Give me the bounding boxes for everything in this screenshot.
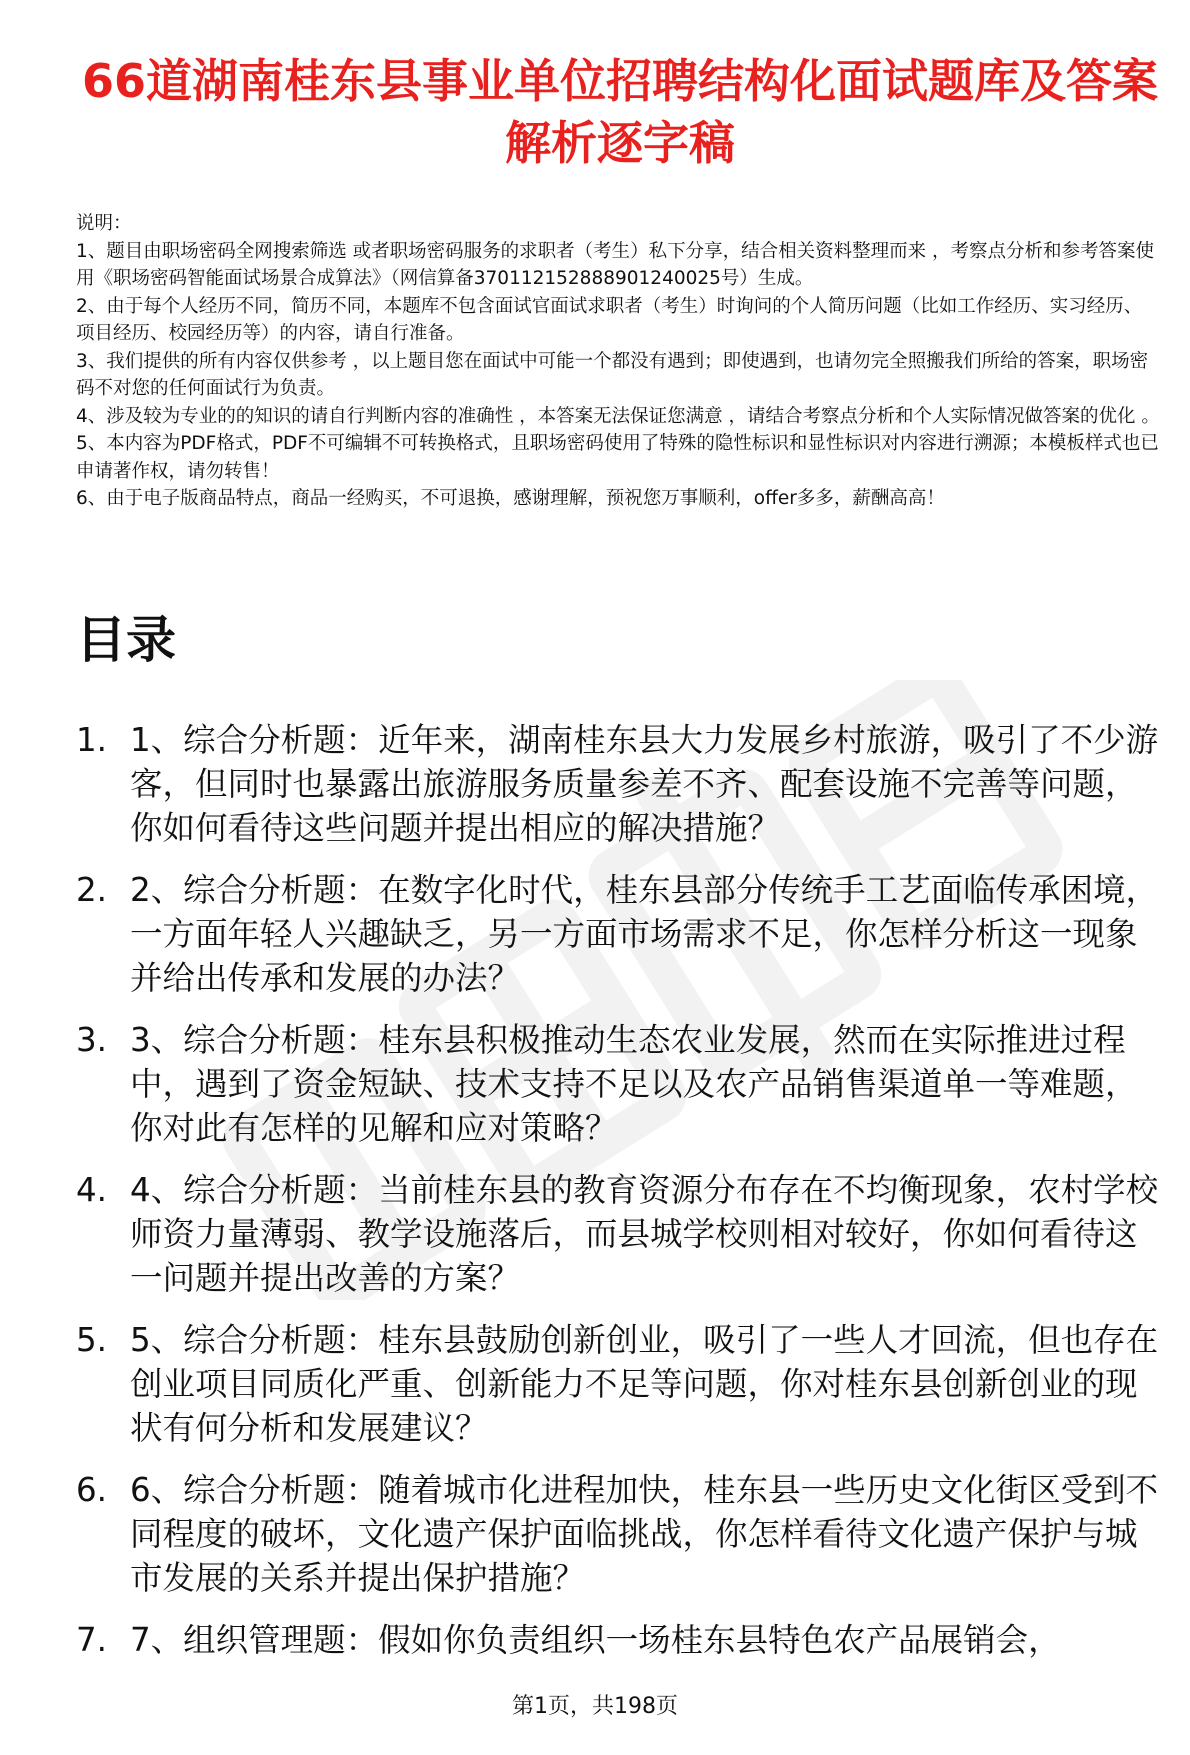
toc-list xyxy=(76,718,1166,1680)
note-item: 4、涉及较为专业的的知识的请自行判断内容的准确性 ，本答案无法保证您满意 ，请结合考察点分析和个人实际情况做答案的优化 。 xyxy=(76,405,1160,427)
note-item: 3、我们提供的所有内容仅供参考 ，以上题目您在面试中可能一个都没有遇到；即使遇到，也请勿完全照搬我们所给的答案，职场密码不对您的任何面试行为负责。 xyxy=(76,350,1149,399)
toc-item[interactable] xyxy=(76,1168,1166,1300)
toc-item-number: 3. xyxy=(76,1021,108,1059)
toc-item-text[interactable]: 1、综合分析题：近年来，湖南桂东县大力发展乡村旅游，吸引了不少游客，但同时也暴露出旅游服务质量参差不齐、配套设施不完善等问题，你如何看待这些问题并提出相应的解决措施？ xyxy=(130,721,1159,847)
toc-item-text[interactable]: 3、综合分析题：桂东县积极推动生态农业发展，然而在实际推进过程中，遇到了资金短缺、技术支持不足以及农产品销售渠道单一等难题，你对此有怎样的见解和应对策略？ xyxy=(130,1021,1138,1147)
note-item: 6、由于电子版商品特点，商品一经购买，不可退换，感谢理解，预祝您万事顺利，offer多多，薪酬高高！ xyxy=(76,488,945,509)
note-item: 1、题目由职场密码全网搜索筛选 或者职场密码服务的求职者（考生）私下分享，结合相关资料整理而来 ，考察点分析和参考答案使用《职场密码智能面试场景合成算法》（网信算备370112152888901240025号）生成。 xyxy=(76,240,1155,289)
toc-item-text[interactable]: 5、综合分析题：桂东县鼓励创新创业，吸引了一些人才回流，但也存在创业项目同质化严重、创新能力不足等问题，你对桂东县创新创业的现状有何分析和发展建议？ xyxy=(130,1321,1159,1447)
toc-item-text[interactable]: 4、综合分析题：当前桂东县的教育资源分布存在不均衡现象，农村学校师资力量薄弱、教学设施落后，而县城学校则相对较好，你如何看待这一问题并提出改善的方案？ xyxy=(130,1171,1159,1297)
toc-item-number: 1. xyxy=(76,721,108,759)
toc-item[interactable] xyxy=(76,1618,1166,1662)
note-item: 5、本内容为PDF格式，PDF不可编辑不可转换格式，且职场密码使用了特殊的隐性标识和显性标识对内容进行溯源；本模板样式也已申请著作权，请勿转售！ xyxy=(76,433,1159,482)
toc-item[interactable] xyxy=(76,868,1166,1000)
toc-item[interactable] xyxy=(76,1318,1166,1450)
toc-item-text[interactable]: 2、综合分析题：在数字化时代，桂东县部分传统手工艺面临传承困境，一方面年轻人兴趣缺乏，另一方面市场需求不足，你怎样分析这一现象并给出传承和发展的办法？ xyxy=(130,871,1159,997)
notes-heading: 说明： xyxy=(76,213,132,234)
toc-item[interactable] xyxy=(76,1018,1166,1150)
toc-item-text[interactable]: 7、组织管理题：假如你负责组织一场桂东县特色农产品展销会， xyxy=(130,1621,1061,1659)
toc-item-text[interactable]: 6、综合分析题：随着城市化进程加快，桂东县一些历史文化街区受到不同程度的破坏，文化遗产保护面临挑战，你怎样看待文化遗产保护与城市发展的关系并提出保护措施？ xyxy=(130,1471,1159,1597)
toc-item-number: 7. xyxy=(76,1621,108,1659)
note-item: 2、由于每个人经历不同，简历不同，本题库不包含面试官面试求职者（考生）时询问的个人简历问题（比如工作经历、实习经历、项目经历、校园经历等）的内容，请自行准备。 xyxy=(76,295,1143,344)
toc-item[interactable] xyxy=(76,1468,1166,1600)
toc-item-number: 6. xyxy=(76,1471,108,1509)
toc-item-number: 4. xyxy=(76,1171,108,1209)
notes-section xyxy=(76,210,1160,513)
page-title: 66道湖南桂东县事业单位招聘结构化面试题库及答案解析逐字稿 xyxy=(81,54,1158,170)
toc-heading: 目录 xyxy=(76,611,176,669)
page-footer: 第1页，共198页 xyxy=(512,1694,678,1719)
toc-item-number: 5. xyxy=(76,1321,108,1359)
toc-item[interactable] xyxy=(76,718,1166,850)
toc-item-number: 2. xyxy=(76,871,108,909)
